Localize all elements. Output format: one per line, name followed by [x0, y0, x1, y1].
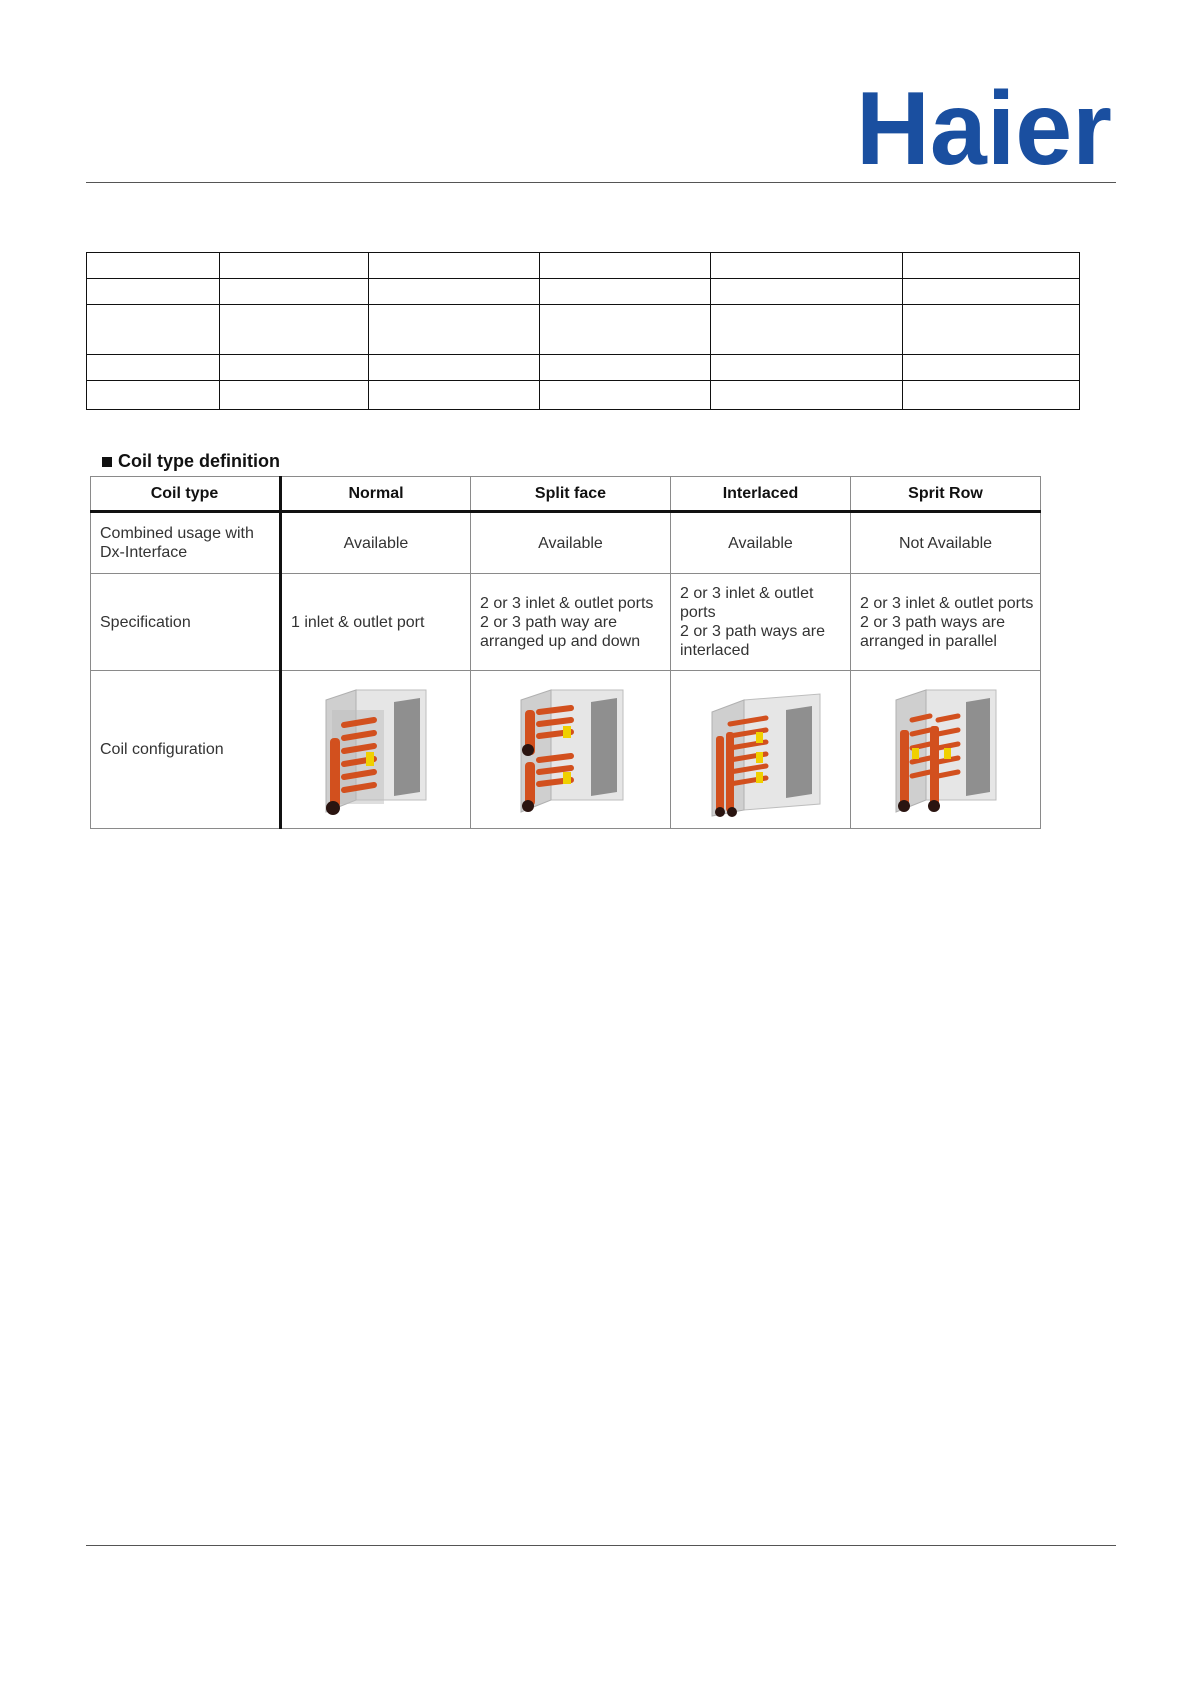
header-sprit-row: Sprit Row	[851, 477, 1041, 512]
config-split-face-cell	[471, 671, 671, 829]
coil-section-title-text: Coil type definition	[118, 451, 280, 471]
config-interlaced-cell	[671, 671, 851, 829]
header-normal: Normal	[281, 477, 471, 512]
configuration-row	[91, 671, 1041, 829]
table-row	[87, 355, 1080, 381]
table-row	[87, 253, 1080, 279]
spec-sprit-row: 2 or 3 inlet & outlet ports 2 or 3 path ways are arranged in parallel	[851, 574, 1041, 671]
usage-sprit-row: Not Available	[851, 512, 1041, 574]
specification-row	[91, 574, 1041, 671]
header-interlaced: Interlaced	[671, 477, 851, 512]
header-split-face: Split face	[471, 477, 671, 512]
coil-section-title	[102, 451, 280, 472]
usage-split-face: Available	[471, 512, 671, 574]
config-normal-cell	[281, 671, 471, 829]
table-row	[87, 305, 1080, 355]
coil-interlaced-image	[696, 680, 826, 820]
coil-type-table	[90, 476, 1041, 829]
empty-spec-table	[86, 252, 1080, 410]
footer-rule	[86, 1545, 1116, 1546]
coil-normal-image	[316, 680, 436, 820]
header-rule	[86, 182, 1116, 183]
config-sprit-row-cell	[851, 671, 1041, 829]
haier-logo	[856, 82, 1116, 172]
config-label: Coil configuration	[91, 671, 281, 829]
table-row	[87, 381, 1080, 410]
haier-logo-text: Haier	[856, 82, 1112, 172]
usage-normal: Available	[281, 512, 471, 574]
spec-split-face: 2 or 3 inlet & outlet ports 2 or 3 path way are arranged up and down	[471, 574, 671, 671]
usage-label: Combined usage with Dx-Interface	[91, 512, 281, 574]
coil-header-row	[91, 477, 1041, 512]
spec-normal: 1 inlet & outlet port	[281, 574, 471, 671]
square-bullet-icon	[102, 457, 112, 467]
spec-label: Specification	[91, 574, 281, 671]
coil-sprit-row-image	[886, 680, 1006, 820]
table-row	[87, 279, 1080, 305]
usage-interlaced: Available	[671, 512, 851, 574]
coil-split-face-image	[511, 680, 631, 820]
header-coil-type: Coil type	[91, 477, 281, 512]
spec-interlaced: 2 or 3 inlet & outlet ports 2 or 3 path ways are interlaced	[671, 574, 851, 671]
usage-row	[91, 512, 1041, 574]
